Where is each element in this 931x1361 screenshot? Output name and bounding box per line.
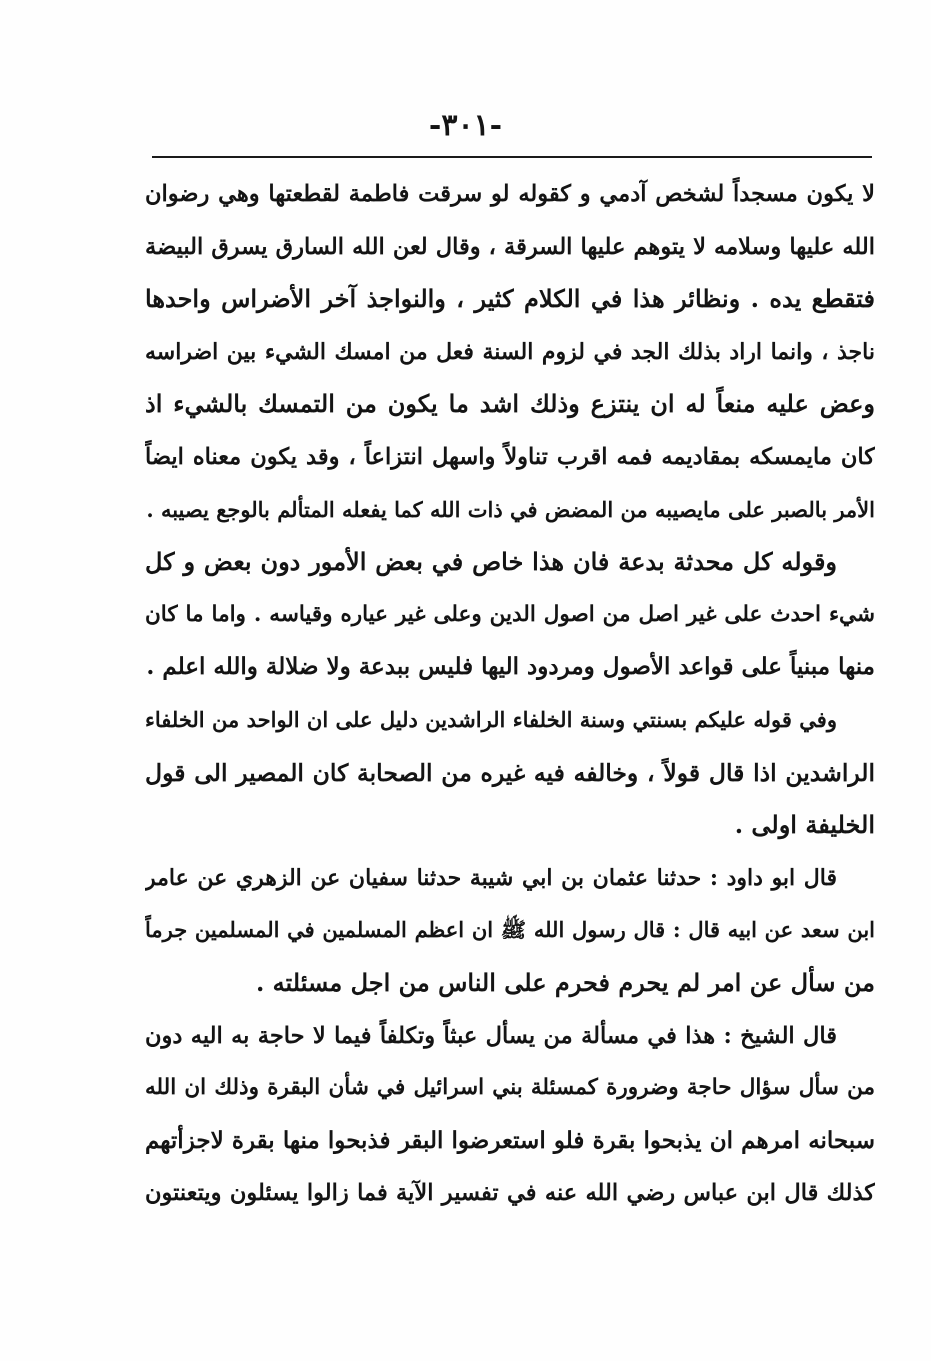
text-line: قال الشيخ : هذا في مسألة من يسأل عبثاً وتكلفاً فيما لا حاجة به اليه دون <box>145 1022 837 1049</box>
text-line: ناجذ ، وانما اراد بذلك الجد في لزوم السنة فعل من امسك الشيء بين اضراسه <box>145 338 875 365</box>
text-line: قال ابو داود : حدثنا عثمان بن ابي شيبة حدثنا سفيان عن الزهري عن عامر <box>145 864 837 891</box>
text-line: منها مبنياً على قواعد الأصول ومردود اليها فليس ببدعة ولا ضلالة والله اعلم . <box>146 653 875 681</box>
text-line: الله عليها وسلامه لا يتوهم عليها السرقة ، وقال لعن الله السارق يسرق البيضة <box>145 233 875 260</box>
body-text <box>145 168 875 1220</box>
text-line: وفي قوله عليكم بسنتي وسنة الخلفاء الراشدين دليل على ان الواحد من الخلفاء <box>145 706 837 732</box>
header-rule <box>152 156 872 158</box>
text-line: الخليفة اولى . <box>734 810 875 840</box>
text-line: وعض عليه منعاً له ان ينتزع وذلك اشد ما يكون من التمسك بالشيء اذ <box>145 389 875 419</box>
text-line: فتقطع يده . ونظائر هذا في الكلام كثير ، والنواجذ آخر الأضراس واحدها <box>145 284 875 314</box>
text-line: كان مايمسكه بمقاديمه فمه اقرب تناولاً واسهل انتزاعاً ، وقد يكون معناه ايضاً <box>145 443 875 470</box>
text-line: من سأل سؤال حاجة وضرورة كمسئلة بني اسرائيل في شأن البقرة وذلك ان الله <box>145 1075 875 1101</box>
text-line: كذلك قال ابن عباس رضي الله عنه في تفسير الآية فما زالوا يسئلون ويتعنتون <box>145 1180 875 1207</box>
text-line: لا يكون مسجداً لشخص آدمي و كقوله لو سرقت فاطمة لقطعتها وهي رضوان <box>145 181 875 207</box>
text-line: شيء احدث على غير اصل من اصول الدين وعلى غير عياره وقياسه . واما ما كان <box>145 601 875 627</box>
text-line: وقوله كل محدثة بدعة فان هذا خاص في بعض الأمور دون بعض و كل <box>145 547 837 577</box>
page-number: -٣٠١- <box>428 108 503 143</box>
text-line: ابن سعد عن ابيه قال : قال رسول الله ﷺ ان اعظم المسلمين في المسلمين جرماً <box>145 917 875 943</box>
text-line: الأمر بالصبر على مايصيبه من المضض في ذات الله كما يفعله المتألم بالوجع يصيبه . <box>146 496 875 522</box>
text-line: من سأل عن امر لم يحرم فحرم على الناس من اجل مسئلته . <box>255 967 875 997</box>
text-line: سبحانه امرهم ان يذبحوا بقرة فلو استعرضوا البقر فذبحوا منها بقرة لاجزأتهم <box>145 1126 875 1154</box>
text-line: الراشدين اذا قال قولاً ، وخالفه فيه غيره من الصحابة كان المصير الى قول <box>145 758 875 787</box>
